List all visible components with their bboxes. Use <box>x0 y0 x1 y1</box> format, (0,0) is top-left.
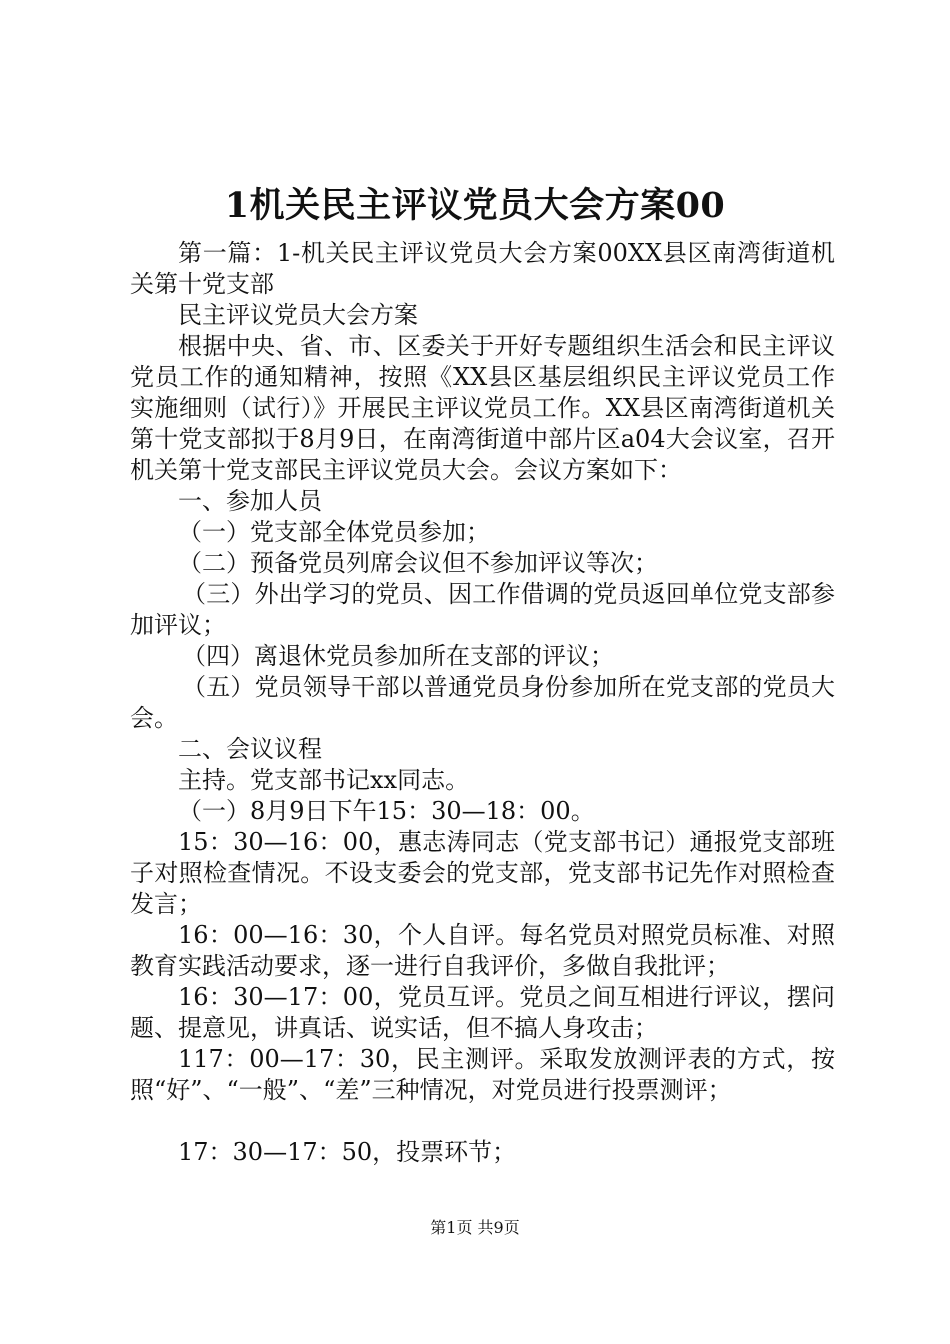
agenda-item-1: 15：30—16：00，惠志涛同志（党支部书记）通报党支部班子对照检查情况。不设支委会的党支部，党支部书记先作对照检查发言； <box>130 828 835 918</box>
page-indicator: 第1页 共9页 <box>430 1218 520 1237</box>
document-title: 1机关民主评议党员大会方案00 <box>224 185 726 226</box>
paragraph-background: 根据中央、省、市、区委关于开好专题组织生活会和民主评议党员工作的通知精神，按照《XX县区基层组织民主评议党员工作实施细则（试行）》开展民主评议党员工作。XX县区南湾街道机关第十党支部拟于8月9日，在南湾街道中部片区a04大会议室，召开机关第十党支部民主评议党员大会。会议方案如下： <box>130 332 835 484</box>
agenda-time-block: （一）8月9日下午15：30—18：00。 <box>178 797 595 825</box>
list-item-participant-2: （二）预备党员列席会议但不参加评议等次； <box>178 549 658 577</box>
paragraph-intro-heading: 第一篇：1-机关民主评议党员大会方案00XX县区南湾街道机关第十党支部 <box>130 239 835 298</box>
section-heading-agenda: 二、会议议程 <box>178 735 322 763</box>
agenda-item-3: 16：30—17：00，党员互评。党员之间互相进行评议，摆问题、提意见，讲真话、说实话，但不搞人身攻击； <box>130 983 835 1042</box>
document-body <box>130 238 835 1168</box>
agenda-item-4: 117：00—17：30，民主测评。采取发放测评表的方式，按照“好”、“一般”、“差”三种情况，对党员进行投票测评； <box>130 1045 835 1104</box>
agenda-item-5: 17：30—17：50，投票环节； <box>178 1138 517 1166</box>
list-item-participant-3: （三）外出学习的党员、因工作借调的党员返回单位党支部参加评议； <box>130 580 835 639</box>
paragraph-host: 主持。党支部书记xx同志。 <box>178 766 470 794</box>
list-item-participant-1: （一）党支部全体党员参加； <box>178 518 490 546</box>
list-item-participant-5: （五）党员领导干部以普通党员身份参加所在党支部的党员大会。 <box>130 673 835 732</box>
agenda-item-2: 16：00—16：30，个人自评。每名党员对照党员标准、对照教育实践活动要求，逐一进行自我评价，多做自我批评； <box>130 921 835 980</box>
paragraph-plan-title: 民主评议党员大会方案 <box>178 301 418 329</box>
section-heading-participants: 一、参加人员 <box>178 487 322 515</box>
list-item-participant-4: （四）离退休党员参加所在支部的评议； <box>182 642 614 670</box>
